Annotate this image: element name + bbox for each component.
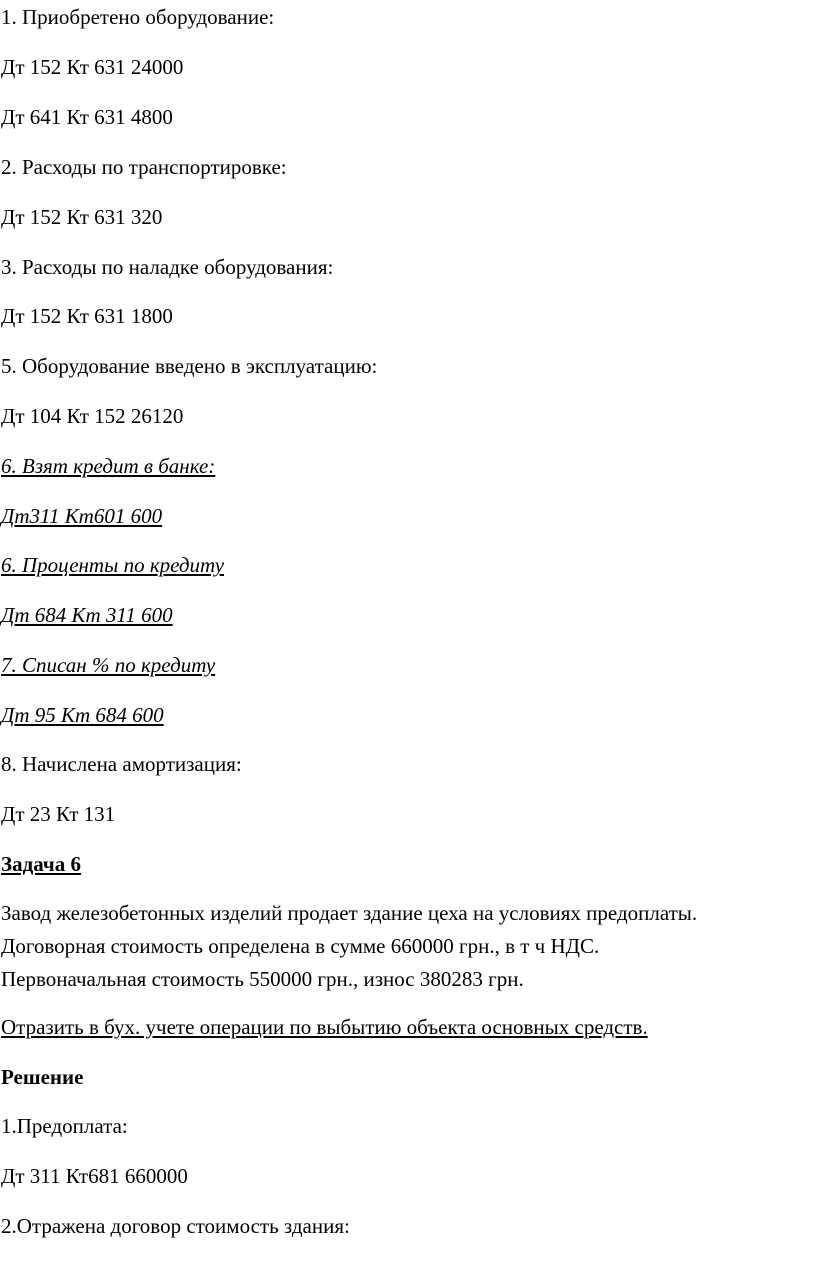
- entry-heading-2: 2. Расходы по транспортировке:: [1, 155, 287, 179]
- entry-line: Дт 152 Кт 631 1800: [1, 304, 173, 328]
- entry-heading-6a: 6. Взят кредит в банке:: [1, 454, 216, 478]
- entry-heading-1: 1. Приобретено оборудование:: [1, 5, 275, 29]
- task-description: [1, 897, 815, 996]
- task-text-line: Первоначальная стоимость 550000 грн., износ 380283 грн.: [1, 967, 524, 991]
- entry-heading-6b: 6. Проценты по кредиту: [1, 553, 225, 577]
- entry-line: Дт311 Кт601 600: [1, 504, 163, 528]
- entry-heading-8: 8. Начислена амортизация:: [1, 752, 242, 776]
- solution-line: 1.Предоплата:: [1, 1114, 128, 1138]
- task-heading: Задача 6: [1, 852, 81, 876]
- entry-heading-5: 5. Оборудование введено в эксплуатацию:: [1, 354, 378, 378]
- entry-line: Дт 152 Кт 631 320: [1, 205, 163, 229]
- solution-line: 2.Отражена договор стоимость здания:: [1, 1214, 350, 1238]
- entry-heading-3: 3. Расходы по наладке оборудования:: [1, 255, 334, 279]
- entry-line: Дт 104 Кт 152 26120: [1, 404, 184, 428]
- entry-line: Дт 95 Кт 684 600: [1, 703, 164, 727]
- entry-line: Дт 23 Кт 131: [1, 802, 116, 826]
- entry-heading-7: 7. Списан % по кредиту: [1, 653, 216, 677]
- task-instruction: Отразить в бух. учете операции по выбытию объекта основных средств.: [1, 1015, 648, 1039]
- task-text-line: Договорная стоимость определена в сумме 660000 грн., в т ч НДС.: [1, 934, 600, 958]
- entry-line: Дт 684 Кт 311 600: [1, 603, 173, 627]
- entry-line: Дт 152 Кт 631 24000: [1, 55, 184, 79]
- task-text-line: Завод железобетонных изделий продает здание цеха на условиях предоплаты.: [1, 901, 698, 925]
- solution-line: Дт 311 Кт681 660000: [1, 1164, 188, 1188]
- entry-line: Дт 641 Кт 631 4800: [1, 105, 173, 129]
- solution-heading: Решение: [1, 1065, 84, 1089]
